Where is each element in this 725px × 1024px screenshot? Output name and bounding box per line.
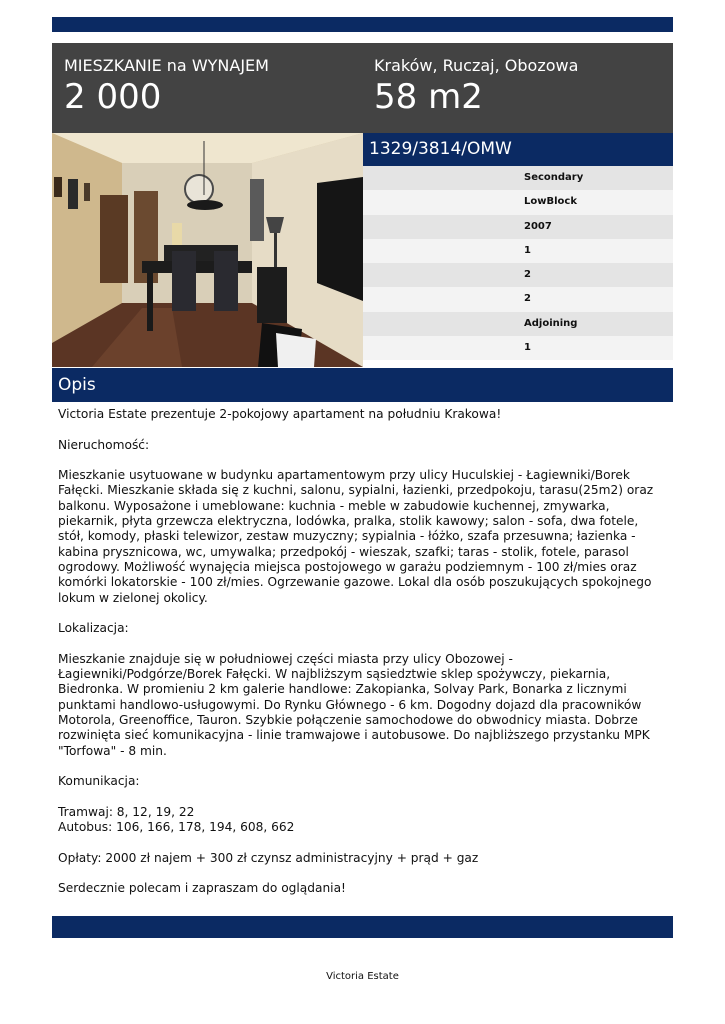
offer-params-table (363, 166, 673, 360)
listing-area: 58 m2 (374, 77, 483, 117)
apartment-photo (52, 133, 363, 367)
param-year-built: 2007 (363, 215, 673, 239)
listing-price: 2 000 (64, 77, 162, 117)
param-market: Secondary (363, 166, 673, 190)
param-building-type: LowBlock (363, 190, 673, 214)
description-text: Victoria Estate prezentuje 2-pokojowy apartament na południu Krakowa! Nieruchomość: Mieszkanie usytuowane w budynku apartamentowym przy ulicy Huculskiej - Łagiewniki/Borek Fałęcki. Mieszkanie składa się z kuchni, salonu, sypialni, łazienki, przedpokoju, tarasu(25m2) oraz balkonu. Wyposażone i umeblowane: kuchnia - meble w zabudowie kuchennej, zmywarka, piekarnik, płyta grzewcza elektryczna, lodówka, pralka, stolik kawowy; salon - sofa, dwa fotele, stół, komody, płaski telewizor, zestaw muzyczny; sypialnia - łóżko, szafa przesuwna; łazienka - kabina prysznicowa, wc, umywalka; przedpokój - wieszak, szafki; taras - stolik, fotele, parasol ogrodowy. Możliwość wynajęcia miejsca postojowego w garażu podziemnym - 100 zł/mies oraz komórki lokatorskie - 100 zł/mies. Ogrzewanie gazowe. Lokal dla osób poszukujących spokojnego lokum w zielonej okolicy. Lokalizacja: Mieszkanie znajduje się w południowej części miasta przy ulicy Obozowej - Łagiewniki/Podgórze/Borek Fałęcki. W najbliższym sąsiedztwie sklep spożywczy, piekarnia, Biedronka. W promieniu 2 km galerie handlowe: Zakopianka, Solvay Park, Bonarka z licznymi punktami handlowo-usługowymi. Do Rynku Głównego - 6 km. Dogodny dojazd dla pracowników Motorola, Greenoffice, Tauron. Szybkie połączenie samochodowe do obwodnicy miasta. Dobrze rozwinięta sieć komunikacyjna - linie tramwajowe i autobusowe. Do najbliższego przystanku MPK "Torfowa" - 8 min. Komunikacja: Tramwaj: 8, 12, 19, 22 Autobus: 106, 166, 178, 194, 608, 662 Opłaty: 2000 zł najem + 300 zł czynsz administracyjny + prąd + gaz Serdecznie polecam i zapraszam do oglądania! (58, 407, 654, 896)
param-kitchen-type: Adjoining (363, 312, 673, 336)
description-heading: Opis (52, 368, 673, 402)
param-bedrooms: 2 (363, 287, 673, 311)
header-right (374, 56, 578, 117)
listing-type: MIESZKANIE na WYNAJEM (64, 56, 269, 75)
param-bathrooms: 1 (363, 336, 673, 360)
listing-location: Kraków, Ruczaj, Obozowa (374, 56, 579, 75)
listing-header (52, 43, 673, 133)
param-floor: 1 (363, 239, 673, 263)
header-left (64, 56, 269, 117)
offer-reference: 1329/3814/OMW (363, 133, 673, 166)
top-accent-bar (52, 17, 673, 32)
bottom-accent-bar (52, 916, 673, 938)
footer-agency: Victoria Estate (326, 971, 399, 982)
param-rooms: 2 (363, 263, 673, 287)
